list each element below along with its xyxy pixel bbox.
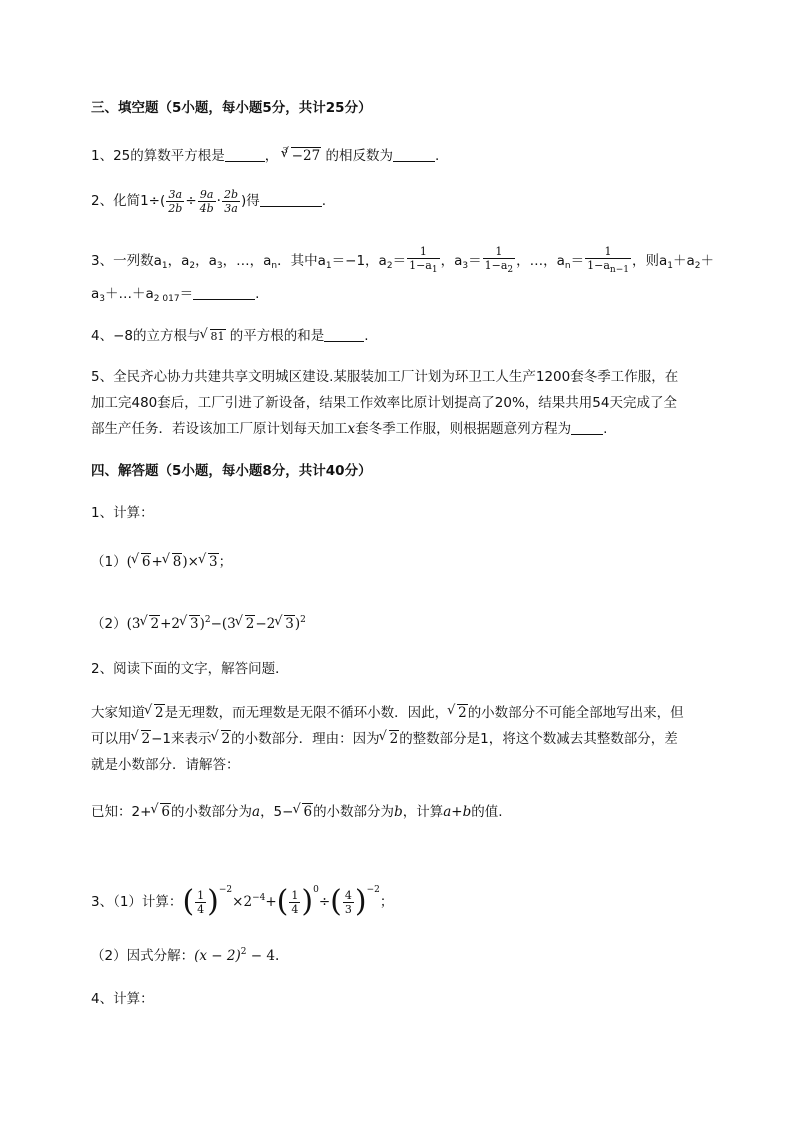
question-text: ，…，a [222, 253, 272, 269]
question-number: 3、 [91, 253, 114, 269]
question-number: 5、 [91, 369, 114, 385]
square-root [180, 614, 200, 634]
denominator: 2b [168, 201, 183, 215]
radicand: 2 [221, 731, 231, 747]
passage-text: 就是小数部分．请解答： [91, 757, 240, 773]
math: ) [207, 884, 219, 919]
question-text: ，a [195, 253, 217, 269]
fraction [198, 188, 216, 215]
numerator: 4 [344, 888, 352, 902]
expression: a+b [443, 804, 472, 820]
denominator [483, 258, 516, 277]
question-text: a [91, 286, 100, 302]
math: ( [330, 884, 342, 919]
radicand: 2 [458, 705, 467, 721]
solve-question-1-part-2 [91, 610, 306, 634]
subscript: 2 [386, 261, 393, 271]
radicand: 6 [161, 804, 170, 820]
radicand: 6 [141, 554, 151, 570]
question-text: 的小数部分为 [313, 804, 395, 820]
passage-text: 的整数部分是1，将这个数减去其整数部分，差 [399, 731, 678, 747]
radicand: 2 [389, 731, 399, 747]
denominator: 4b [199, 201, 214, 215]
punctuation: ； [218, 554, 233, 570]
answer-blank[interactable] [393, 149, 435, 162]
punctuation: ； [379, 894, 394, 910]
math: ) [294, 616, 301, 632]
square-root [275, 614, 295, 634]
fraction [407, 245, 440, 277]
operator: + [160, 616, 172, 632]
question-text: 全民齐心协力共建共享文明城区建设.某服装加工厂计划为环卫工人生产1200套冬季工作服，在 [113, 369, 679, 385]
question-text: 的小数部分为 [171, 804, 252, 820]
coefficient: 2 [266, 616, 276, 632]
denominator: 4 [197, 902, 205, 916]
variable: x [347, 421, 356, 437]
math: ( [221, 616, 228, 632]
passage-text: 可以用 [91, 731, 132, 747]
math: ( [276, 884, 289, 919]
question-text: 一列数a [113, 253, 162, 269]
subscript: 1 [667, 261, 673, 271]
math: ) [354, 884, 367, 919]
question-text: ，a [440, 253, 463, 269]
radicand: 6 [303, 804, 313, 820]
question-text: ＝−1，a [331, 253, 387, 269]
question-text: ，计算 [402, 804, 444, 820]
question-line [91, 416, 751, 442]
question-text: ＝ [468, 253, 482, 269]
answer-blank[interactable] [324, 329, 364, 342]
numerator: 3a [168, 187, 183, 201]
denominator: 3 [344, 902, 352, 916]
question-line [91, 390, 751, 416]
math: ) [199, 616, 205, 632]
question-text: ，则a [631, 253, 668, 269]
radicand: 2 [155, 705, 164, 721]
math: ( [182, 884, 195, 919]
answer-blank[interactable] [225, 149, 265, 162]
question-text: )得 [241, 193, 260, 209]
period: . [255, 286, 260, 302]
exponent: 2 [300, 615, 306, 625]
denominator: 4 [291, 902, 299, 916]
question-text: ＋ [700, 253, 715, 269]
radicand: −27 [291, 148, 321, 164]
question-number: 2、 [91, 193, 114, 209]
solve-question-3-part-1 [91, 870, 393, 922]
operator: − [255, 616, 267, 632]
radicand: 3 [189, 616, 199, 632]
square-root [151, 802, 171, 822]
square-root [293, 802, 313, 822]
passage-text: 的小数部分不可能全部地写出来，但 [467, 705, 684, 721]
question-text: 已知：2+ [91, 804, 152, 820]
fill-question-2 [91, 186, 326, 216]
question-number: 1、 [91, 148, 114, 164]
question-text: 加工完480套后，工厂引进了新设备，结果工作效率比原计划提高了20%，结果共用54天完成了全 [91, 395, 677, 411]
solve-question-2: 2、阅读下面的文字，解答问题． [91, 661, 289, 677]
period: . [321, 193, 327, 209]
expression: (x − 2) [194, 948, 241, 964]
passage-line [91, 700, 751, 726]
subscript: 2 [507, 265, 514, 275]
question-text: ，a [167, 253, 190, 269]
solve-question-1: 1、计算： [91, 505, 154, 521]
question-text: 25的算数平方根是 [113, 148, 225, 164]
period: . [603, 421, 608, 437]
question-text: ，5− [260, 804, 294, 820]
radicand: 81 [210, 330, 225, 343]
radicand: 8 [172, 554, 182, 570]
operator: + [151, 554, 163, 570]
square-root [163, 552, 183, 572]
answer-blank[interactable] [260, 194, 322, 207]
operator: ÷ [185, 193, 197, 209]
square-root [236, 614, 256, 634]
part-label: （1） [91, 554, 127, 570]
period: . [364, 328, 369, 344]
question-text: ， [264, 148, 279, 164]
section-4-heading: 四、解答题（5小题，每小题8分，共计40分） [91, 463, 372, 479]
passage-text: −1来表示 [151, 731, 212, 747]
operator: + [265, 894, 277, 910]
math: ( [126, 554, 132, 570]
math: ) [182, 554, 188, 570]
fill-question-3-cont [91, 284, 259, 309]
subscript: n [564, 261, 571, 271]
subscript: n−1 [609, 265, 629, 275]
part-label: （2） [91, 616, 127, 632]
coefficient: 3 [227, 616, 236, 632]
fraction [289, 889, 300, 916]
question-text: ，…，a [516, 253, 565, 269]
question-text: ．其中a [277, 253, 326, 269]
question-text: 的值. [471, 804, 503, 820]
passage-text: 的小数部分．理由：因为 [231, 731, 380, 747]
question-text: ＋a [673, 253, 695, 269]
math: ×2 [232, 894, 253, 910]
subscript: 3 [99, 294, 106, 304]
passage-line [91, 726, 751, 752]
fraction [166, 188, 184, 215]
exponent: 2 [240, 947, 247, 957]
fill-question-1 [91, 141, 439, 166]
variable: a [252, 804, 261, 820]
exponent: −2 [218, 885, 233, 895]
passage-text: 是无理数，而无理数是无限不循环小数．因此， [164, 705, 449, 721]
square-root [448, 700, 468, 726]
operator: ÷ [318, 894, 331, 910]
question-text: 套冬季工作服，则根据题意列方程为 [355, 421, 572, 437]
exponent: 0 [313, 885, 319, 895]
solve-question-4: 4、计算： [91, 991, 154, 1007]
square-root [201, 327, 226, 347]
denominator-text: 1−a [484, 259, 508, 272]
question-text: 部生产任务．若设该加工厂原计划每天加工 [91, 421, 348, 437]
cube-root [282, 146, 322, 166]
question-text: ＝ [179, 286, 194, 302]
subscript: 1 [161, 261, 168, 271]
fill-question-3 [91, 245, 714, 282]
radicand: 2 [141, 731, 151, 747]
variable: b [394, 804, 403, 820]
subscript: 2 [189, 261, 196, 271]
passage-text: 大家知道 [91, 705, 145, 721]
square-root [140, 614, 160, 634]
operator: − [210, 616, 222, 632]
radicand: 2 [245, 616, 255, 632]
question-text: −8的立方根与 [113, 328, 201, 344]
answer-blank[interactable] [571, 422, 603, 435]
question-text: 3、（1）计算： [91, 894, 183, 910]
fraction [585, 245, 631, 277]
exponent: 2 [204, 615, 211, 625]
root-index: 3 [282, 146, 288, 155]
square-root [380, 726, 400, 752]
subscript: 1 [431, 265, 438, 275]
expression: − 4. [246, 948, 280, 964]
solve-question-3-part-2 [91, 942, 279, 966]
question-line [91, 364, 751, 390]
numerator: 1 [604, 245, 612, 258]
fraction [483, 245, 516, 277]
question-text: 化简1÷( [113, 193, 166, 209]
solve-question-1-part-1 [91, 552, 232, 572]
subscript: 1 [325, 261, 332, 271]
numerator: 1 [291, 888, 299, 902]
subscript: 2 017 [153, 294, 180, 304]
numerator: 1 [419, 245, 427, 258]
answer-blank[interactable] [193, 287, 255, 300]
question-text: 的相反数为 [325, 148, 393, 164]
numerator: 1 [197, 888, 205, 902]
question-text: ＝ [392, 253, 407, 269]
question-text: （2）因式分解： [91, 948, 195, 964]
fill-question-5 [91, 364, 751, 442]
denominator-text: 1−a [587, 259, 610, 272]
radicand: 3 [208, 554, 218, 570]
math: ( [126, 616, 132, 632]
period: . [434, 148, 440, 164]
solve-question-2-passage [91, 700, 751, 778]
exponent: −4 [252, 893, 266, 903]
square-root [132, 552, 152, 572]
subscript: 2 [694, 261, 701, 271]
subscript: 3 [462, 261, 469, 271]
subscript: n [271, 261, 278, 271]
math: ) [301, 884, 314, 919]
section-3-heading: 三、填空题（5小题，每小题5分，共计25分） [91, 100, 372, 116]
solve-question-2-task [91, 802, 503, 822]
numerator: 9a [199, 187, 214, 201]
operator: · [216, 193, 221, 209]
exponent: −2 [366, 885, 380, 895]
numerator: 2b [223, 187, 239, 201]
passage-line [91, 752, 751, 778]
denominator-text: 1−a [409, 259, 432, 272]
fill-question-4 [91, 326, 369, 347]
fraction [195, 889, 206, 916]
fraction [222, 188, 240, 215]
subscript: 3 [216, 261, 223, 271]
operator: × [187, 554, 199, 570]
denominator [407, 258, 440, 277]
denominator: 3a [222, 201, 240, 215]
question-text: 的平方根的和是 [229, 328, 325, 344]
fraction [343, 889, 354, 916]
coefficient: 3 [131, 616, 141, 632]
square-root [132, 726, 152, 752]
question-number: 4、 [91, 328, 114, 344]
question-text: ＝ [570, 253, 585, 269]
radicand: 3 [285, 616, 294, 632]
square-root [199, 552, 219, 572]
coefficient: 2 [171, 616, 180, 632]
numerator: 1 [495, 245, 503, 258]
square-root [212, 726, 232, 752]
question-text: ＋…＋a [105, 286, 154, 302]
square-root [145, 700, 165, 726]
radicand: 2 [150, 616, 160, 632]
denominator [585, 258, 631, 277]
